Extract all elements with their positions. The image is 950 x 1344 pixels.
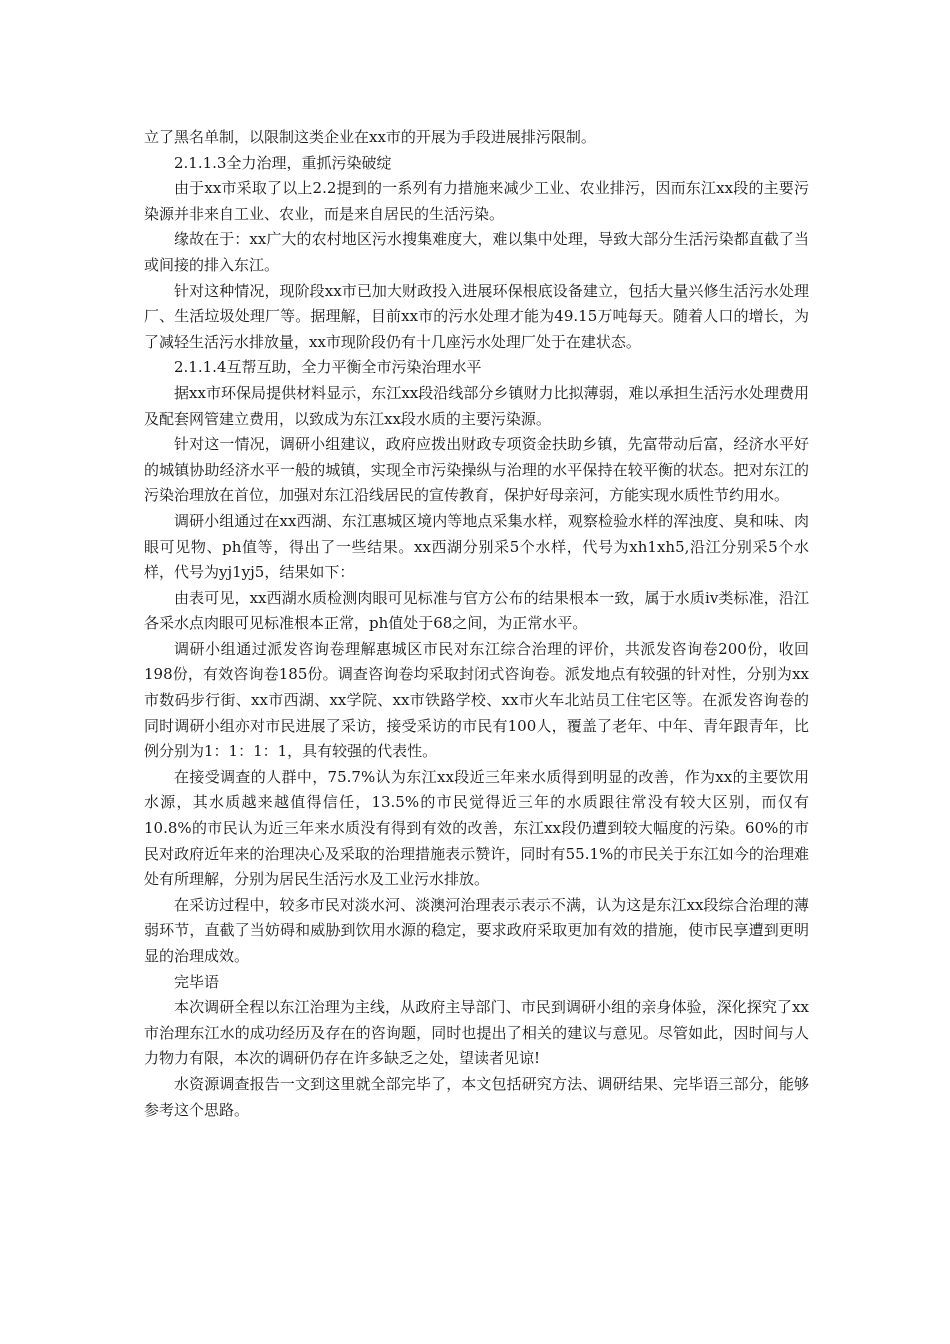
paragraph-infrastructure: 针对这种情况，现阶段xx市已加大财政投入进展环保根底设备建立，包括大量兴修生活污水处理厂、生活垃圾处理厂等。据理解，目前xx市的污水处理才能为49.15万吨每天。随着人口的增长，为了减轻生活污水排放量，xx市现阶段仍有十几座污水处理厂处于在建状态。 bbox=[144, 281, 809, 351]
section-heading-2-1-1-3: 2.1.1.3全力治理，重抓污染破绽 bbox=[174, 153, 392, 172]
paragraph-reason: 缘故在于：xx广大的农村地区污水搜集难度大，难以集中处理，导致大部分生活污染都直截了当或间接的排入东江。 bbox=[144, 230, 809, 274]
paragraph-pollution-source: 由于xx市采取了以上2.2提到的一系列有力措施来减少工业、农业排污，因而东江xx段的主要污染源并非来自工业、农业，而是来自居民的生活污染。 bbox=[144, 179, 809, 223]
paragraph-closing: 水资源调查报告一文到这里就全部完毕了，本文包括研究方法、调研结果、完毕语三部分，能够参考这个思路。 bbox=[144, 1074, 809, 1119]
document-body bbox=[144, 125, 809, 1123]
section-heading-conclusion: 完毕语 bbox=[174, 972, 220, 991]
paragraph-blacklist: 立了黑名单制，以限制这类企业在xx市的开展为手段进展排污限制。 bbox=[144, 128, 596, 146]
paragraph-survey-results: 在接受调查的人群中，75.7%认为东江xx段近三年来水质得到明显的改善，作为xx的主要饮用水源，其水质越来越值得信任，13.5%的市民觉得近三年的水质跟往常没有较大区别，而仅有10.8%的市民认为近三年来水质没有得到有效的改善，东江xx段仍遭到较大幅度的污染。60%的市民对政府近年来的治理决心及采取的治理措施表示赞许，同时有55.1%的市民关于东江如今的治理难处有所理解，分别为居民生活污水及工业污水排放。 bbox=[144, 767, 809, 889]
paragraph-interview-feedback: 在采访过程中，较多市民对淡水河、淡澳河治理表示表示不满，认为这是东江xx段综合治理的薄弱环节，直截了当妨碍和威胁到饮用水源的稳定，要求政府采取更加有效的措施，使市民享遭到更明显的治理成效。 bbox=[144, 895, 809, 965]
paragraph-township-finance: 据xx市环保局提供材料显示，东江xx段沿线部分乡镇财力比拟薄弱，难以承担生活污水处理费用及配套网管建立费用，以致成为东江xx段水质的主要污染源。 bbox=[144, 383, 809, 428]
paragraph-table-result: 由表可见，xx西湖水质检测肉眼可见标准与官方公布的结果根本一致，属于水质iv类标准，沿江各采水点肉眼可见标准根本正常，ph值处于68之间，为正常水平。 bbox=[144, 588, 809, 633]
paragraph-recommendation: 针对这一情况，调研小组建议，政府应拨出财政专项资金扶助乡镇，先富带动后富，经济水平好的城镇协助经济水平一般的城镇，实现全市污染操纵与治理的水平保持在较平衡的状态。把对东江的污染治理放在首位，加强对东江沿线居民的宣传教育，保护好母亲河，方能实现水质性节约用水。 bbox=[144, 435, 809, 505]
paragraph-water-sampling: 调研小组通过在xx西湖、东江惠城区境内等地点采集水样，观察检验水样的浑浊度、臭和味、肉眼可见物、ph值等，得出了一些结果。xx西湖分别采5个水样，代号为xh1xh5,沿江分别采5个水样，代号为yj1yj5，结果如下： bbox=[144, 511, 809, 582]
section-heading-2-1-1-4: 2.1.1.4互帮互助，全力平衡全市污染治理水平 bbox=[174, 358, 482, 377]
paragraph-conclusion: 本次调研全程以东江治理为主线，从政府主导部门、市民到调研小组的亲身体验，深化探究了xx市治理东江水的成功经历及存在的咨询题，同时也提出了相关的建议与意见。尽管如此，因时间与人力物力有限，本次的调研仍存在许多缺乏之处，望读者见谅! bbox=[144, 998, 809, 1068]
paragraph-survey-method: 调研小组通过派发咨询卷理解惠城区市民对东江综合治理的评价，共派发咨询卷200份，收回198份，有效咨询卷185份。调查咨询卷均采取封闭式咨询卷。派发地点有较强的针对性，分别为xx市数码步行街、xx市西湖、xx学院、xx市铁路学校、xx市火车北站员工住宅区等。在派发咨询卷的同时调研小组亦对市民进展了采访，接受采访的市民有100人，覆盖了老年、中年、青年跟青年，比例分别为1：1：1：1，具有较强的代表性。 bbox=[144, 639, 809, 761]
